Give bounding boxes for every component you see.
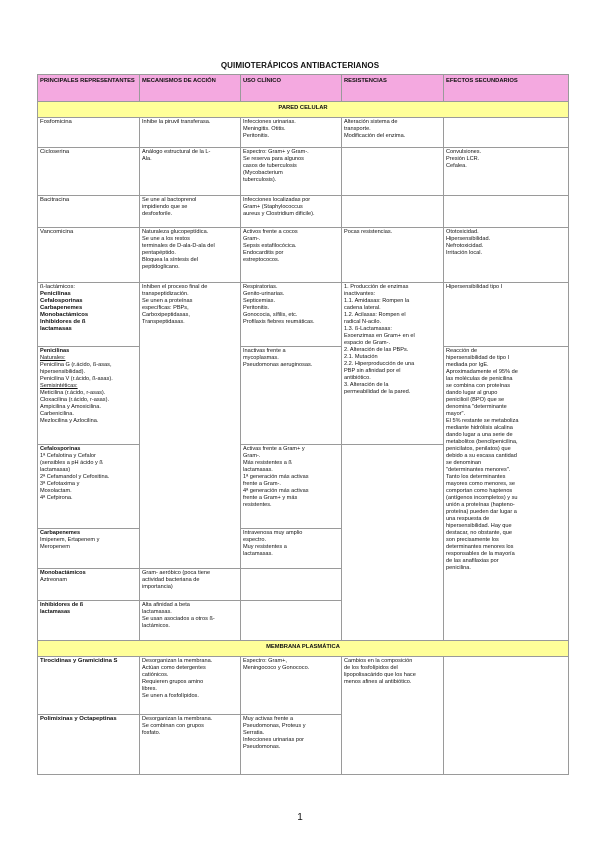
cell-line: estreptococos. (243, 257, 280, 263)
cell-line: fosfato. (142, 730, 161, 736)
cefalosporinas-item: (sensibles a pH ácido y ß (40, 460, 103, 466)
row-uso (241, 715, 342, 775)
cell-line: se combina con proteínas (446, 383, 511, 389)
cell-line: Requieren grupos amino (142, 679, 204, 685)
naturales-label: Naturales: (40, 355, 66, 361)
cell-line: Serratia. (243, 730, 265, 736)
cell-line: Pocas resistencias. (344, 229, 393, 235)
cell-line: Alteración sistema de (344, 119, 398, 125)
row-uso (241, 283, 342, 347)
cefalosporinas-item: 1ª Cefalotina y Cefalor (40, 453, 96, 459)
row-uso (241, 196, 342, 228)
row-name-polimixinas: Polimixinas y Octapeptinas (38, 715, 140, 775)
carbapenemes-item: Meropenem (40, 544, 70, 550)
row-resistencias (342, 118, 444, 148)
cefalosporinas-item: 4ª Cefpirona. (40, 495, 73, 501)
cell-line: Carboxipeptidasas, (142, 312, 190, 318)
cell-line: El 5% restante se metaboliza (446, 418, 519, 424)
cell-line: Gonococia, sífilis, etc. (243, 312, 298, 318)
table-row (38, 657, 569, 715)
row-resistencias (342, 196, 444, 228)
cell-line: 1ª generación más activas (243, 474, 309, 480)
cell-line: tuberculosis). (243, 177, 277, 183)
row-uso (140, 569, 241, 601)
cell-line: comportan como haptenos (446, 488, 513, 494)
cell-line: Cloxacilina (r.ácido, r-asas). (40, 397, 110, 403)
cell-line: Se usan asociados a otros ß- (142, 616, 215, 622)
cell-line: se denominan (446, 460, 482, 466)
cell-line: Meningitis. Otitis. (243, 126, 286, 132)
cell-line: Endocarditis por (243, 250, 284, 256)
antibiotics-table (37, 74, 569, 775)
cell-line: aureus y Clostridium dificile). (243, 211, 315, 217)
cell-line: Penicilina G (r.ácido, ß-asas, (40, 362, 112, 368)
cell-line: Infecciones urinarias por (243, 737, 304, 743)
cell-line: Se unen a proteínas (142, 298, 193, 304)
row-efectos (444, 148, 569, 196)
cell-line: permeabilidad de la pared. (344, 389, 411, 395)
cell-line: cadena lateral. (344, 305, 381, 311)
cell-line: Se unen a fosfolípidos. (142, 693, 199, 699)
cell-line: Presión LCR. (446, 156, 480, 162)
cell-line: Gram+ (Staphylococcus (243, 204, 303, 210)
cell-line: mayores como menores, se (446, 481, 516, 487)
cell-line: Desorganizan la membrana. (142, 658, 213, 664)
cell-line: 2.2. Hiperproducción de una (344, 361, 415, 367)
cell-line: Gram- aeróbico (poca tiene (142, 570, 211, 576)
cell-line: Irritación local. (446, 250, 483, 256)
cell-line: Gram-. (243, 236, 261, 242)
cell-line: Ala. (142, 156, 152, 162)
cell-line: Muy resistentes a (243, 544, 287, 550)
row-resistencias (342, 148, 444, 196)
cell-line: Alta afinidad a beta (142, 602, 190, 608)
cell-line: 4ª generación más activas (243, 488, 309, 494)
cell-line: específicas: PBPs, (142, 305, 189, 311)
table-row (38, 118, 569, 148)
row-uso (241, 118, 342, 148)
cell-line: impidiendo que se (142, 204, 188, 210)
row-mecanismo (140, 601, 241, 641)
cell-line: metabolitos (bencilpenicilina, (446, 439, 518, 445)
cell-line: de los fosfolípidos del (344, 665, 398, 671)
cell-line: Transpeptidasas. (142, 319, 185, 325)
cell-line: Septicemias. (243, 298, 276, 304)
row-uso (241, 529, 342, 569)
table-row (38, 228, 569, 283)
cell-line: Meticilina (r.ácido, r-asas). (40, 390, 106, 396)
cell-line: Activos frente a cocos (243, 229, 298, 235)
row-name-fosfomicina: Fosfomicina (38, 118, 140, 148)
cell-line: Pseudomonas, Proteus y (243, 723, 306, 729)
cell-line: hipersensibilidad. Hay que (446, 523, 512, 529)
table-row (38, 283, 569, 347)
cell-line: lipopolisacárido que los hace (344, 672, 416, 678)
row-name-bacitracina: Bacitracina (38, 196, 140, 228)
cell-line: (antígenos incompletos) y su (446, 495, 518, 501)
cefalosporinas-item: Moxolactam. (40, 488, 72, 494)
cell-line: denomina "determinante (446, 404, 507, 410)
cell-line: Actúan como detergentes (142, 665, 206, 671)
cell-line: Convulsiones. (446, 149, 482, 155)
betalactamicos-item: Inhibidores de ß (40, 319, 86, 325)
cell-line: Cambios en la composición (344, 658, 413, 664)
cell-line: Profilaxis fiebres reumáticas. (243, 319, 315, 325)
cell-line: Infecciones localizadas por (243, 197, 311, 203)
cell-line: Inhiben el proceso final de (142, 284, 208, 290)
row-uso (241, 445, 342, 529)
cefalosporinas-item: lactamasas) (40, 467, 71, 473)
cell-line: mayor". (446, 411, 466, 417)
cell-line: Desorganizan la membrana. (142, 716, 213, 722)
row-mecanismo (140, 715, 241, 775)
row-name-betalactamicos (38, 283, 140, 347)
betalactamicos-item: Cefalosporinas (40, 298, 83, 304)
row-uso (241, 148, 342, 196)
cell-line: dando lugar al grupo (446, 390, 498, 396)
cell-line: actividad bacteriana de (142, 577, 200, 583)
cefalosporinas-title: Cefalosporinas (40, 446, 81, 452)
inhibidores-title: Inhibidores de ß (40, 602, 84, 608)
row-name-inhibidores (38, 601, 140, 641)
row-efectos (444, 118, 569, 148)
cell-line: frente a Gram-. (243, 481, 281, 487)
cell-line: 1. Producción de enzimas (344, 284, 409, 290)
row-mecanismo (140, 148, 241, 196)
cell-line: lactamasas. (243, 467, 273, 473)
cell-line: Tanto los determinantes (446, 474, 506, 480)
cell-line: Carbenicilina. (40, 411, 74, 417)
table-row (38, 347, 569, 445)
cell-line: penicilatos, penilatos) que (446, 446, 511, 452)
cell-line: una respuesta de (446, 516, 490, 522)
cell-line: las moléculas de penicilina (446, 376, 513, 382)
cell-line: 1.3. ß-Lactamasas: (344, 326, 392, 332)
cell-line: Naturaleza glucopeptídica. (142, 229, 209, 235)
row-name-vancomicina: Vancomicina (38, 228, 140, 283)
cell-line: proteína) pueden dar lugar a (446, 509, 517, 515)
document-title: QUIMIOTERÁPICOS ANTIBACTERIANOS (220, 61, 380, 70)
cell-line: inactivantes: (344, 291, 376, 297)
row-name-penicilinas (38, 347, 140, 445)
cell-line: Cefalea. (446, 163, 467, 169)
cell-line: pentapéptido. (142, 250, 176, 256)
row-name-monobactamicos (38, 569, 140, 601)
cell-line: libres. (142, 686, 157, 692)
cell-line: Aproximadamente el 95% de (446, 369, 518, 375)
cell-line: mediante hidrólisis alcalina (446, 425, 513, 431)
penicilinas-title: Penicilinas (40, 348, 70, 354)
cell-line: 2.1. Mutación (344, 354, 378, 360)
monobactamicos-item: Aztreonam (40, 577, 68, 583)
semisinteticas-label: Semisintéticas: (40, 383, 78, 389)
cell-line: Espectro: Gram+, (243, 658, 287, 664)
cell-line: dando lugar a una serie de (446, 432, 513, 438)
row-mecanismo (140, 228, 241, 283)
cell-line: antibiótico. (344, 375, 371, 381)
betalactamicos-item: Penicilinas (40, 291, 71, 297)
cell-line: Reacción de (446, 348, 478, 354)
cell-line: peptidoglicano. (142, 264, 180, 270)
row-efectos-empty (444, 657, 569, 775)
row-name-tirocidinas: Tirocidinas y Gramicidina S (38, 657, 140, 715)
section-row-pared (38, 102, 569, 118)
header-resistencias: RESISTENCIAS (342, 75, 444, 102)
cell-line: Nefrotoxicidad. (446, 243, 484, 249)
cell-line: Respiratorias. (243, 284, 278, 290)
cell-line: hipersensibilidad de tipo I (446, 355, 510, 361)
row-efectos (444, 228, 569, 283)
cell-line: (Mycobacterium (243, 170, 283, 176)
cell-line: Modificación del enzima. (344, 133, 406, 139)
cell-line: Se une al bactoprenol (142, 197, 197, 203)
cell-line: desfosforile. (142, 211, 173, 217)
section-membrana-plasmatica: MEMBRANA PLASMÁTICA (38, 641, 569, 657)
betalactamicos-item: Carbapenemes (40, 305, 83, 311)
cell-line: son precisamente los (446, 537, 499, 543)
cell-line: mycoplasmas. (243, 355, 279, 361)
row-mecanismo (140, 118, 241, 148)
cell-line: Pseudomonas aeruginosas. (243, 362, 313, 368)
monobactamicos-title: Monobactámicos (40, 570, 86, 576)
cell-line: Peritonitis. (243, 133, 270, 139)
cell-line: Sepsis estafilocócica. (243, 243, 297, 249)
cell-line: "determinantes menores". (446, 467, 511, 473)
cell-line: destacar, no obstante, que (446, 530, 512, 536)
cell-line: mediada por IgE. (446, 362, 489, 368)
cell-line: casos de tuberculosis (243, 163, 297, 169)
row-mecanismo (140, 196, 241, 228)
cell-line: Infecciones urinarias. (243, 119, 296, 125)
semisinteticas-list (40, 390, 137, 425)
naturales-list (40, 362, 137, 383)
cell-line: unión a proteínas (hapteno- (446, 502, 515, 508)
row-mecanismo (140, 657, 241, 715)
row-uso (241, 657, 342, 715)
cell-line: Ototoxicidad. (446, 229, 479, 235)
cell-line: Hipersensibilidad. (446, 236, 491, 242)
cell-line: PBP sin afinidad por el (344, 368, 401, 374)
cell-line: lactamasas. (243, 551, 273, 557)
row-resistencias (342, 657, 444, 775)
cell-line: debido a su escasa cantidad (446, 453, 517, 459)
cell-line: Genito-urinarias. (243, 291, 285, 297)
betalactamicos-item: lactamasas (40, 326, 72, 332)
betalactamicos-item: Monobactámicos (40, 312, 89, 318)
cell-line: Más resistentes a ß (243, 460, 292, 466)
table-row (38, 148, 569, 196)
row-name-cicloserina: Cicloserina (38, 148, 140, 196)
cell-line: transpeptidización. (142, 291, 189, 297)
carbapenemes-item: Imipenem, Ertapenem y (40, 537, 100, 543)
header-row (38, 75, 569, 102)
cell-line: Bloquea la síntesis del (142, 257, 198, 263)
cell-line: penicilina. (446, 565, 471, 571)
cell-line: Meningococo y Gonococo. (243, 665, 310, 671)
row-resistencias-empty (342, 445, 444, 641)
cell-line: Exoenzimas en Gram+ en el (344, 333, 415, 339)
cell-line: Se reserva para algunos (243, 156, 304, 162)
cell-line: Peritonitis. (243, 305, 270, 311)
row-name-cefalosporinas (38, 445, 140, 529)
cell-line: Análogo estructural de la L- (142, 149, 211, 155)
row-resistencias (342, 228, 444, 283)
cell-line: menos afines al antibiótico. (344, 679, 412, 685)
table-row (38, 196, 569, 228)
cefalosporinas-item: 2ª Cefamandol y Cefoxitina. (40, 474, 110, 480)
cell-line: 1.1. Amidasas: Rompen la (344, 298, 410, 304)
cell-line: espacio de Gram-. (344, 340, 391, 346)
row-efectos: Hipersensibilidad tipo I (444, 283, 569, 347)
cell-line: Inhibe la piruvil transferasa. (142, 119, 211, 125)
cefalosporinas-item: 3ª Cefotaxima y (40, 481, 80, 487)
cell-line: hipersensibilidad). (40, 369, 86, 375)
cell-line: importancia) (142, 584, 173, 590)
page-number: 1 (297, 812, 303, 823)
cell-line: terminales de D-ala-D-ala del (142, 243, 215, 249)
row-name-carbapenemes (38, 529, 140, 569)
header-representantes: PRINCIPALES REPRESENTANTES (38, 75, 140, 102)
cell-line: Intravenosa muy amplio (243, 530, 303, 536)
cell-line: responsables de la mayoría (446, 551, 515, 557)
cell-line: Espectro: Gram+ y Gram-. (243, 149, 309, 155)
header-uso-clinico: USO CLÍNICO (241, 75, 342, 102)
cell-line: Se combinan con grupos (142, 723, 204, 729)
cell-line: catiónicos. (142, 672, 169, 678)
inhibidores-title: lactamasas (40, 609, 71, 615)
cell-line: 2. Alteración de las PBPs. (344, 347, 409, 353)
cell-line: Activas frente a Gram+ y (243, 446, 305, 452)
section-row-membrana (38, 641, 569, 657)
row-uso-empty (241, 601, 342, 641)
cell-line: Pseudomonas. (243, 744, 281, 750)
row-efectos-hipersensibilidad (444, 347, 569, 641)
cell-line: resistentes. (243, 502, 272, 508)
header-mecanismos: MECANISMOS DE ACCIÓN (140, 75, 241, 102)
cell-line: lactamasas. (142, 609, 172, 615)
cell-line: Se une a los restos (142, 236, 190, 242)
row-resistencias (342, 283, 444, 445)
cell-line: Mezlocilina y Azlocilina. (40, 418, 99, 424)
cell-line: determinantes menores los (446, 544, 514, 550)
cell-line: espectro. (243, 537, 267, 543)
betalactamicos-label: ß-lactámicos: (40, 284, 76, 290)
cell-line: Gram-. (243, 453, 261, 459)
cell-line: frente a Gram+ y más (243, 495, 298, 501)
cell-line: transporte. (344, 126, 371, 132)
cell-line: Ampicilina y Amoxicilina. (40, 404, 101, 410)
cell-line: penicilioil (BPO) que se (446, 397, 505, 403)
cell-line: lactámicos. (142, 623, 170, 629)
row-uso (241, 347, 342, 445)
cell-line: de las anafilaxias por (446, 558, 499, 564)
cell-line: Penicilina V (r.ácido, ß-asas). (40, 376, 113, 382)
cell-line: 3. Alteración de la (344, 382, 389, 388)
cell-line: Muy activas frente a (243, 716, 294, 722)
cell-line: radical N-acilo. (344, 319, 381, 325)
row-efectos (444, 196, 569, 228)
row-uso (241, 228, 342, 283)
cell-line: 1.2. Acilasas: Rompen el (344, 312, 406, 318)
row-mecanismo (140, 283, 241, 569)
header-efectos: EFECTOS SECUNDARIOS (444, 75, 569, 102)
cell-line: Inactivas frente a (243, 348, 286, 354)
section-pared-celular: PARED CELULAR (38, 102, 569, 118)
carbapenemes-title: Carbapenemes (40, 530, 81, 536)
